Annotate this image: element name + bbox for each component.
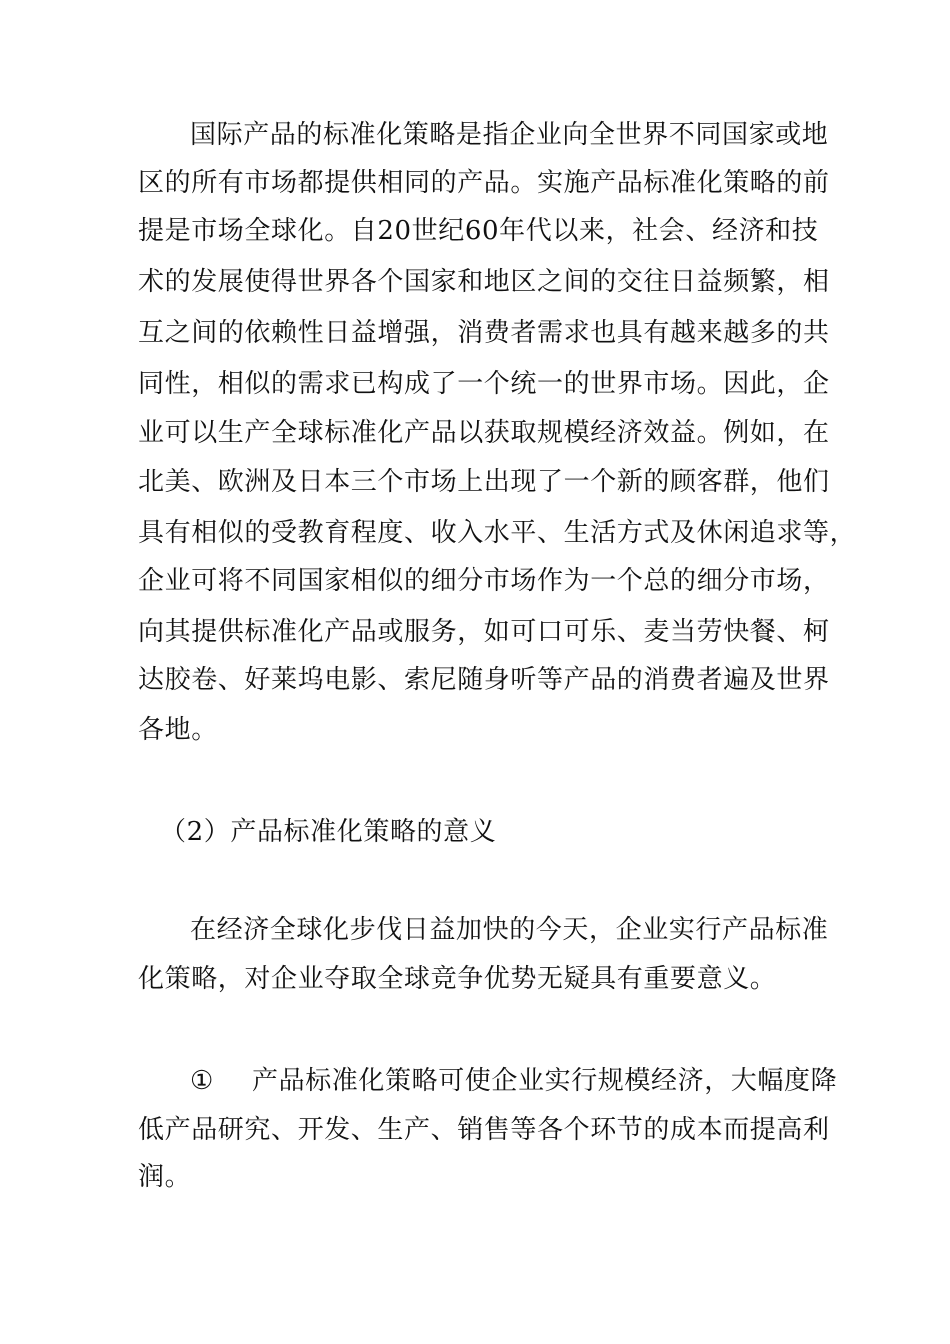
paragraph-2-line-1: 在经济全球化步伐日益加快的今天，企业实行产品标准 [190,915,829,945]
paragraph-1-line-3: 提是市场全球化。自20世纪60年代以来，社会、经济和技 [138,216,819,246]
paragraph-2-line-2: 化策略，对企业夺取全球竞争优势无疑具有重要意义。 [138,964,777,994]
paragraph-1-line-9: 具有相似的受教育程度、收入水平、生活方式及休闲追求等， [138,518,857,548]
paragraph-1-line-7: 业可以生产全球标准化产品以获取规模经济效益。例如，在 [138,418,830,448]
paragraph-1-line-8: 北美、欧洲及日本三个市场上出现了一个新的顾客群，他们 [138,467,830,497]
item-1-line-2: 低产品研究、开发、生产、销售等各个环节的成本而提高利 [138,1115,830,1145]
paragraph-1-line-4: 术的发展使得世界各个国家和地区之间的交往日益频繁，相 [138,267,830,297]
item-1-line-1: 产品标准化策略可使企业实行规模经济，大幅度降 [252,1066,838,1096]
paragraph-1-line-6: 同性，相似的需求已构成了一个统一的世界市场。因此，企 [138,369,830,399]
item-1-marker: ① [190,1066,214,1096]
paragraph-1-line-1: 国际产品的标准化策略是指企业向全世界不同国家或地 [190,120,829,150]
paragraph-1-line-12: 达胶卷、好莱坞电影、索尼随身听等产品的消费者遍及世界 [138,665,830,695]
paragraph-1-line-2: 区的所有市场都提供相同的产品。实施产品标准化策略的前 [138,168,830,198]
paragraph-1-line-5: 互之间的依赖性日益增强，消费者需求也具有越来越多的共 [138,318,830,348]
paragraph-1-line-10: 企业可将不同国家相似的细分市场作为一个总的细分市场， [138,566,830,596]
paragraph-1-line-13: 各地。 [138,715,218,745]
item-1-line-3: 润。 [138,1162,192,1192]
section-heading: （2）产品标准化策略的意义 [160,817,497,847]
paragraph-1-line-11: 向其提供标准化产品或服务，如可口可乐、麦当劳快餐、柯 [138,617,830,647]
